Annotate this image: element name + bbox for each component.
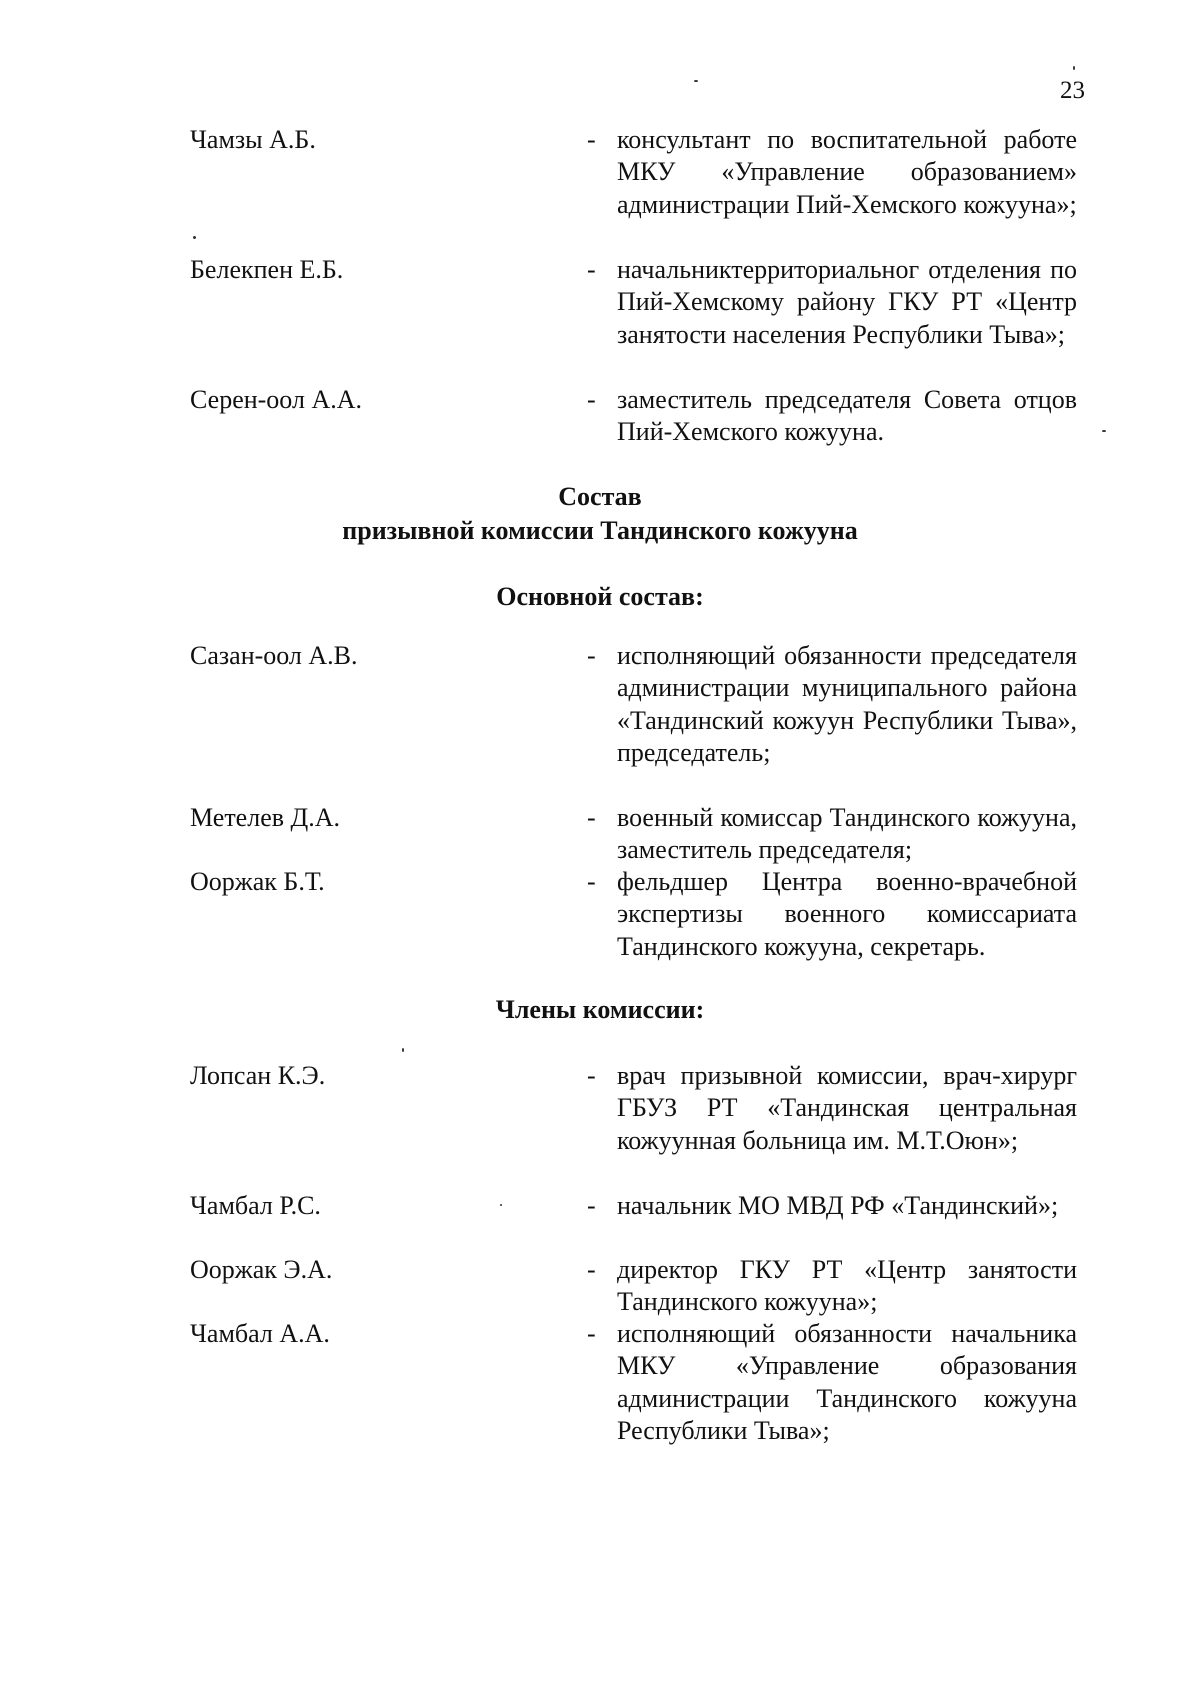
member-position: исполняющий обязанности начальника МКУ «Управление образования администрации Тандинского кожууна Республики Тыва»; [617,1319,1077,1446]
entry-dash: - [587,1255,596,1284]
member-position: начальник МО МВД РФ «Тандинский»; [617,1191,1059,1220]
member-name: Сазан-оол А.В. [190,641,358,670]
entry-dash: - [587,867,596,896]
member-position: военный комиссар Тандинского кожууна, заместитель председателя; [617,803,1077,865]
member-position: фельдшер Центра военно-врачебной экспертизы военного комиссариата Тандинского кожууна, секретарь. [617,867,1077,961]
entry-dash: - [587,1061,596,1090]
member-position: консультант по воспитательной работе МКУ «Управление образованием» администрации Пий-Хемского кожууна»; [617,125,1077,219]
entry-dash: - [587,641,596,670]
member-name: Ооржак Б.Т. [190,867,325,896]
entry-dash: - [587,255,596,284]
scan-speck [1073,66,1075,70]
member-position: директор ГКУ РТ «Центр занятости Тандинского кожууна»; [617,1255,1077,1317]
entry-dash: - [587,125,596,154]
members-heading: Члены комиссии: [495,995,705,1024]
main-composition-heading: Основной состав: [496,582,704,611]
scan-speck [1102,430,1106,432]
member-name: Лопсан К.Э. [190,1061,326,1090]
scan-speck [500,1204,502,1206]
entry-dash: - [587,803,596,832]
entry-dash: - [587,1319,596,1348]
member-position: врач призывной комиссии, врач-хирург ГБУЗ РТ «Тандинская центральная кожуунная больница им. М.Т.Оюн»; [617,1061,1077,1155]
page-number: 23 [1060,77,1085,104]
member-name: Ооржак Э.А. [190,1255,333,1284]
scan-speck [402,1048,404,1052]
entry-dash: - [587,1191,596,1220]
member-position: исполняющий обязанности председателя администрации муниципального района «Тандинский кожуун Республики Тыва», председатель; [617,641,1077,768]
scan-speck [694,80,698,82]
member-position: заместитель председателя Совета отцов Пий-Хемского кожууна. [617,385,1077,447]
member-name: Чамзы А.Б. [190,125,316,154]
member-name: Чамбал А.А. [190,1319,330,1348]
member-name: Белекпен Е.Б. [190,255,344,284]
member-name: Метелев Д.А. [190,803,341,832]
scan-speck [193,236,196,239]
section-subtitle: призывной комиссии Тандинского кожууна [342,516,858,545]
member-name: Чамбал Р.С. [190,1191,321,1220]
member-name: Серен-оол А.А. [190,385,362,414]
member-position: начальниктерриториальног отделения по Пий-Хемскому району ГКУ РТ «Центр занятости населения Республики Тыва»; [617,255,1077,349]
entry-dash: - [587,385,596,414]
section-title: Состав [558,482,642,511]
